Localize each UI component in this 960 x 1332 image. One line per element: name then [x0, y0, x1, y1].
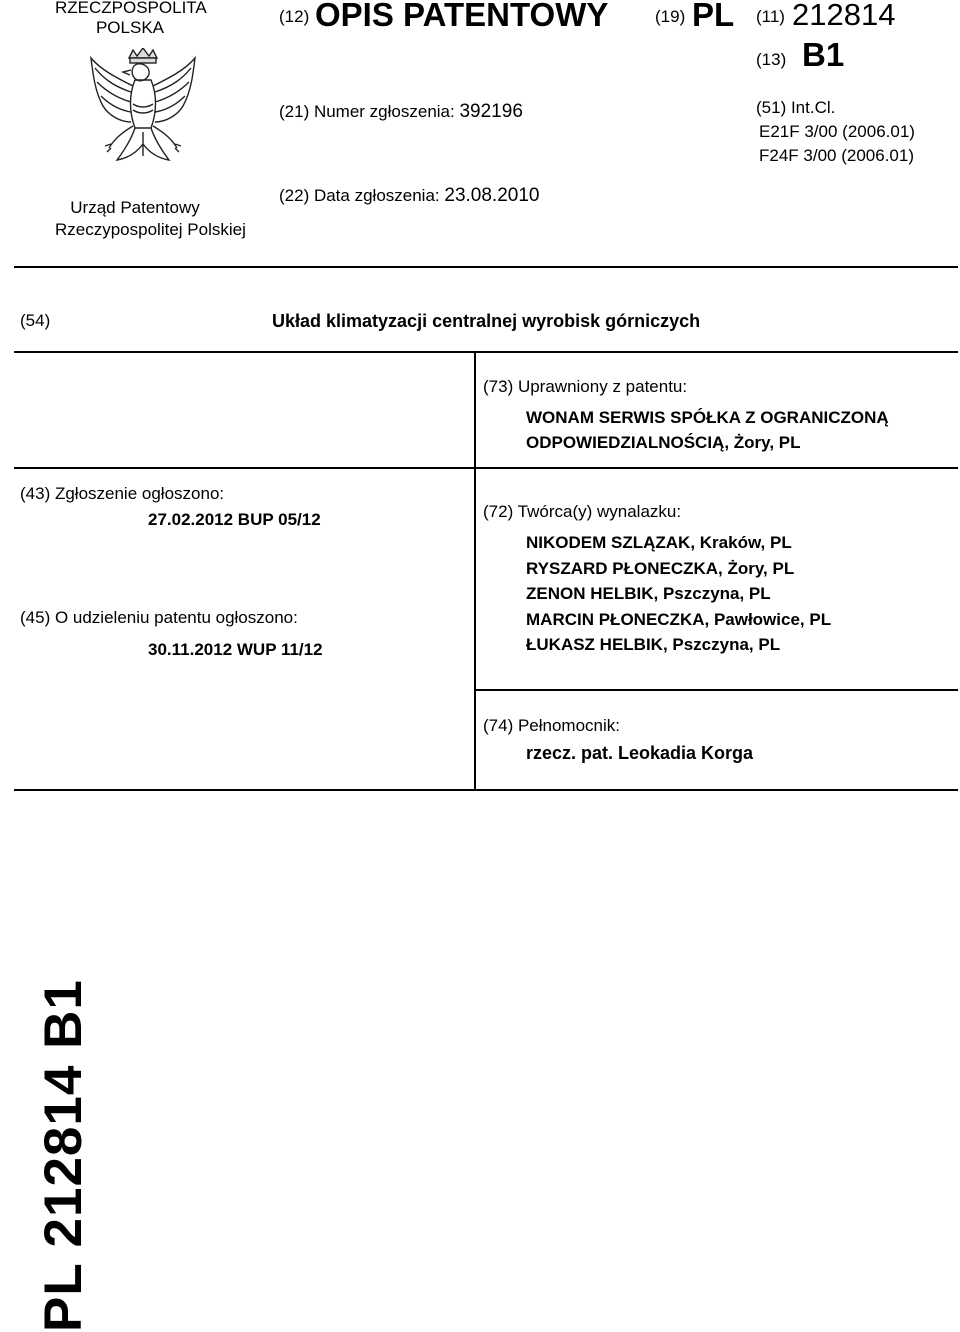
application-published-label: (43) Zgłoszenie ogłoszono:: [20, 484, 225, 503]
inventor-2: RYSZARD PŁONECZKA, Żory, PL: [526, 558, 795, 578]
inventor-1: NIKODEM SZLĄZAK, Kraków, PL: [526, 533, 792, 552]
int-cl-code-2: F24F 3/00 (2006.01): [759, 146, 914, 165]
patent-office-name-line2: Rzeczypospolitej Polskiej: [55, 220, 246, 239]
grant-published-value: 30.11.2012 WUP 11/12: [148, 640, 323, 659]
attorney-name: rzecz. pat. Leokadia Korga: [526, 743, 754, 763]
invention-title: Układ klimatyzacji centralnej wyrobisk górniczych: [272, 311, 701, 331]
divider-attorney: [474, 689, 958, 691]
document-type: OPIS PATENTOWY: [315, 0, 609, 33]
owner-name-line1: WONAM SERWIS SPÓŁKA Z OGRANICZONĄ: [526, 408, 889, 427]
application-number-label: (21) Numer zgłoszenia:: [279, 102, 455, 121]
divider-middle: [14, 467, 958, 469]
owner-name-line2: ODPOWIEDZIALNOŚCIĄ, Żory, PL: [526, 433, 801, 452]
side-patent-label: PL 212814 B1: [34, 979, 93, 1332]
inventor-3: ZENON HELBIK, Pszczyna, PL: [526, 584, 771, 603]
country-code: PL: [692, 0, 735, 33]
divider-title: [14, 351, 958, 353]
inventor-4: MARCIN PŁONECZKA, Pawłowice, PL: [526, 609, 832, 629]
attorney-label: (74) Pełnomocnik:: [483, 716, 621, 735]
application-published-value: 27.02.2012 BUP 05/12: [148, 510, 321, 529]
patent-office-name-line1: Urząd Patentowy: [70, 198, 200, 217]
owner-label: (73) Uprawniony z patentu:: [483, 377, 688, 396]
vertical-divider: [474, 351, 476, 791]
code-12: (12): [279, 7, 310, 26]
divider-top: [14, 266, 958, 268]
int-cl-code-1: E21F 3/00 (2006.01): [759, 122, 915, 141]
inventor-5: ŁUKASZ HELBIK, Pszczyna, PL: [526, 635, 781, 654]
code-13: (13): [756, 50, 787, 69]
country-name-line2: POLSKA: [95, 18, 165, 37]
country-name-line1: RZECZPOSPOLITA: [55, 0, 207, 17]
patent-number: 212814: [792, 0, 896, 32]
application-number: 392196: [459, 101, 523, 122]
inventors-label: (72) Twórca(y) wynalazku:: [483, 502, 682, 521]
title-code: (54): [20, 311, 51, 330]
kind-code: B1: [802, 36, 845, 73]
grant-published-label: (45) O udzieleniu patentu ogłoszono:: [20, 608, 298, 627]
code-19: (19): [655, 7, 686, 26]
polish-eagle-emblem-icon: [87, 48, 199, 178]
filing-date: 23.08.2010: [444, 185, 540, 206]
code-11: (11): [756, 7, 785, 26]
divider-bottom: [14, 789, 958, 791]
int-cl-label: (51) Int.Cl.: [756, 98, 836, 117]
filing-date-label: (22) Data zgłoszenia:: [279, 186, 440, 205]
